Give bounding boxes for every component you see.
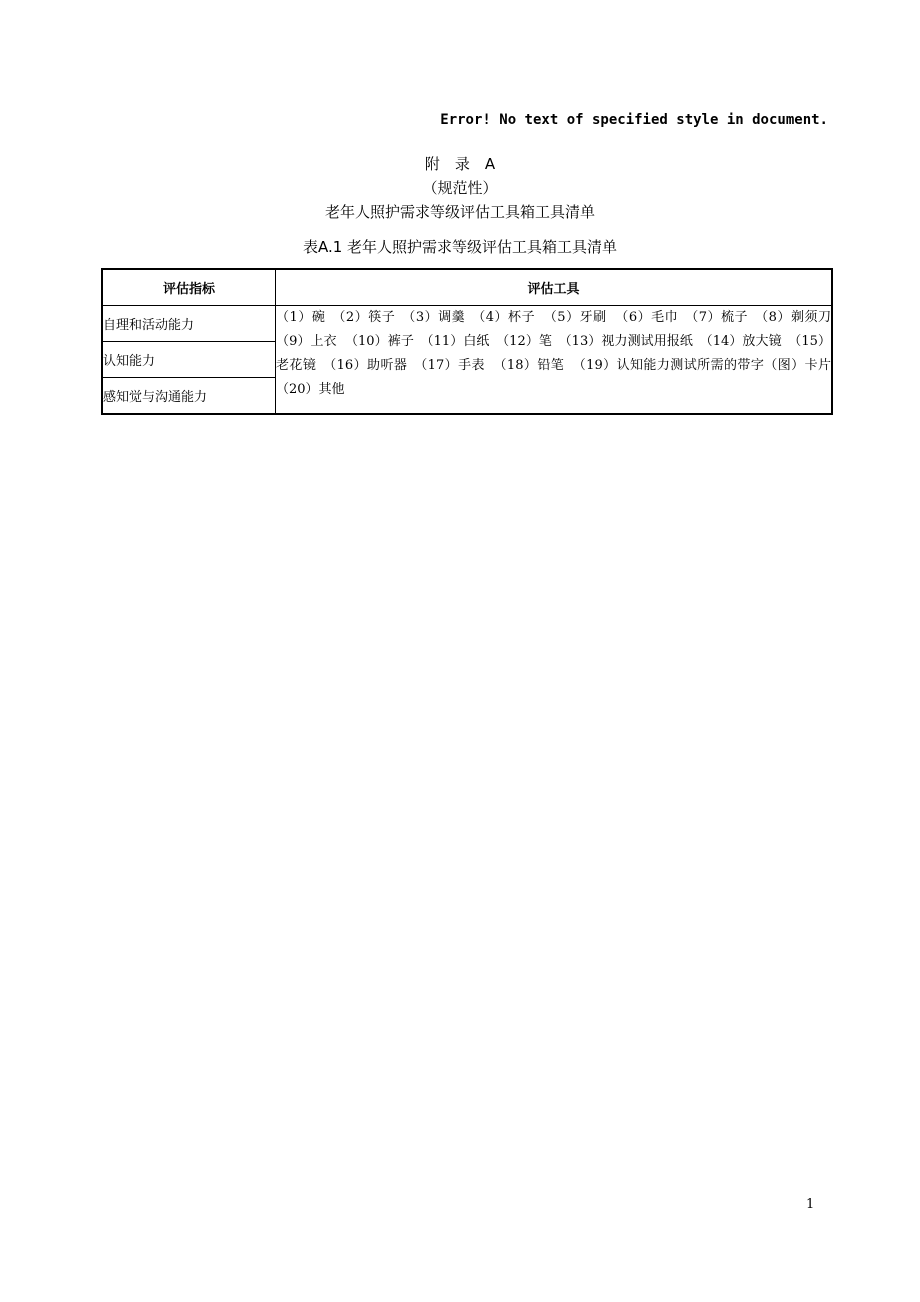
- indicator-cell: 认知能力: [102, 342, 276, 378]
- indicator-cell: 自理和活动能力: [102, 306, 276, 342]
- tools-cell: （1）碗 （2）筷子 （3）调羹 （4）杯子 （5）牙刷 （6）毛巾 （7）梳子 （8）剃须刀 （9）上衣 （10）裤子 （11）白纸 （12）笔 （13）视力测试用报纸 （14）放大镜 （15）老花镜 （16）助听器 （17）手表 （18）铅笔 （19）认知能力测试所需的带字（图）卡片 （20）其他: [276, 306, 833, 415]
- running-header: Error! No text of specified style in document.: [440, 112, 828, 128]
- page-number: 1: [806, 1197, 815, 1212]
- table-header-row: [102, 269, 832, 306]
- appendix-subject: 老年人照护需求等级评估工具箱工具清单: [324, 203, 595, 221]
- header-tools: 评估工具: [276, 269, 833, 306]
- indicator-cell: 感知觉与沟通能力: [102, 378, 276, 415]
- header-indicator: 评估指标: [102, 269, 276, 306]
- appendix-title: 附 录 A: [424, 155, 496, 173]
- table-row: [102, 306, 832, 342]
- tools-table: [101, 268, 845, 415]
- table-caption: 表A.1 老年人照护需求等级评估工具箱工具清单: [302, 238, 618, 256]
- appendix-type: （规范性）: [422, 179, 498, 197]
